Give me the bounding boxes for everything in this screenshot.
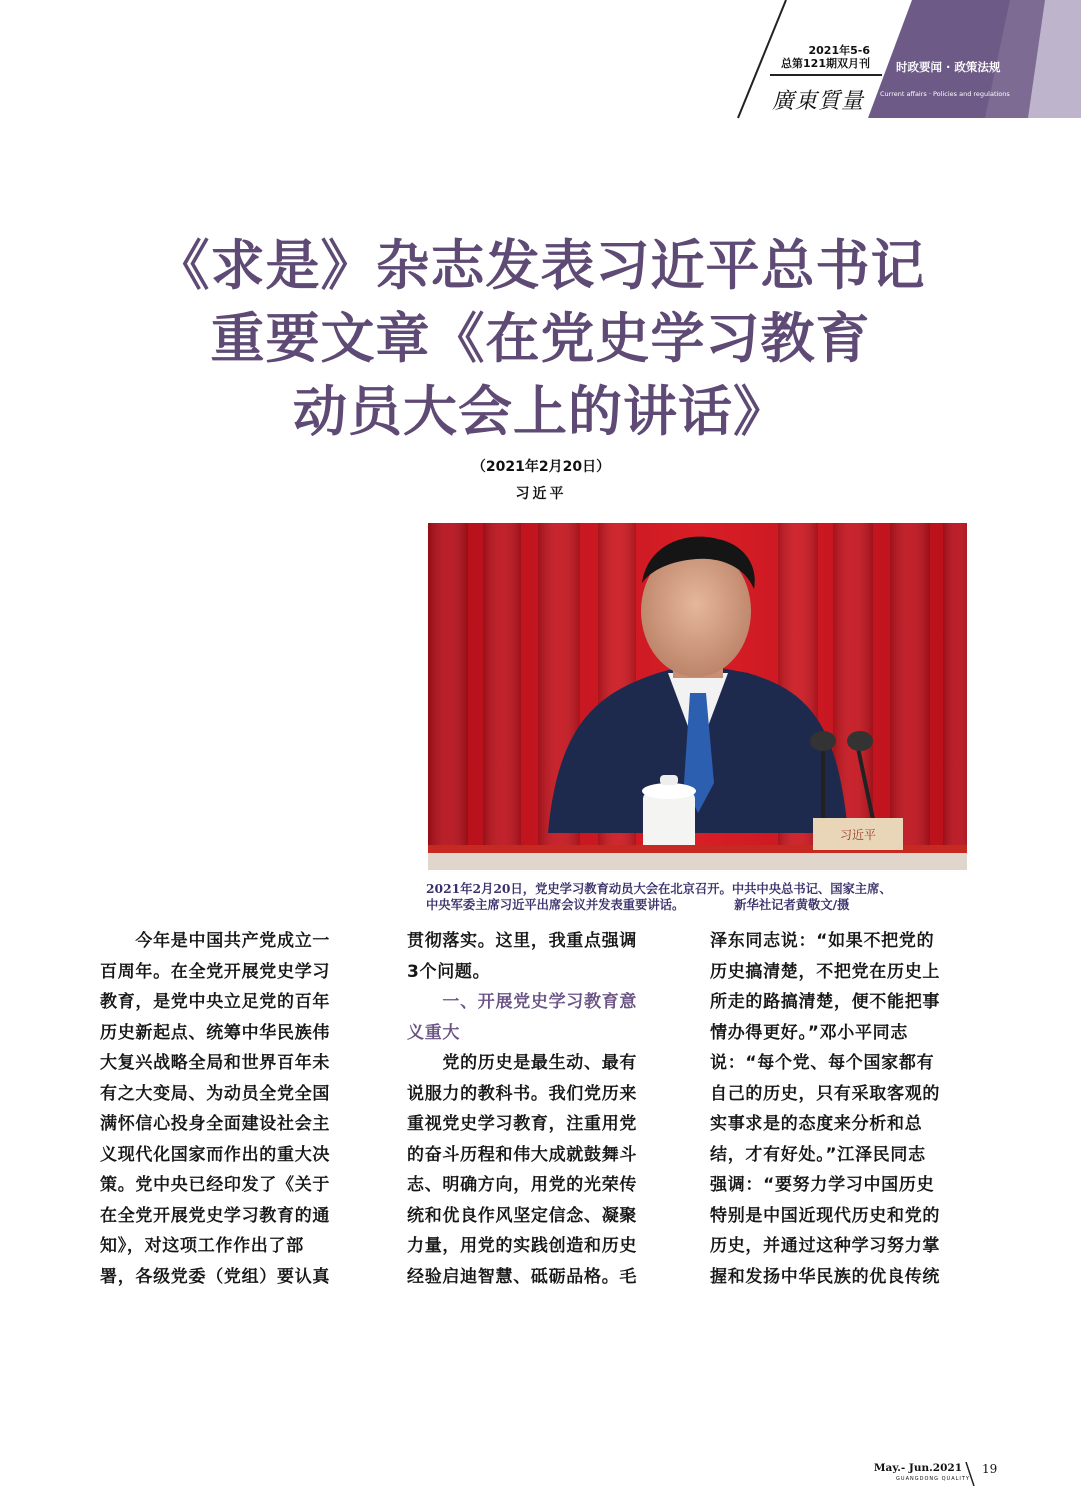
body-line: 历史搞清楚，不把党在历史上 — [710, 961, 941, 982]
body-line: 有之大变局、为动员全党全国 — [100, 1083, 331, 1104]
section-subtitle-en: Current affairs · Policies and regulations — [880, 90, 1010, 98]
body-line: 在全党开展党史学习教育的通 — [100, 1205, 331, 1226]
article-title — [80, 229, 1001, 448]
section-title: 时政要闻 · 政策法规 — [896, 60, 1001, 74]
body-line: 义现代化国家而作出的重大决 — [100, 1144, 331, 1165]
body-line: 党的历史是最生动、最有 — [407, 1053, 638, 1073]
issue-date: 2021年5-6 — [808, 44, 870, 57]
body-line: 重视党史学习教育，注重用党 — [407, 1114, 638, 1134]
body-line: 经验启迪智慧、砥砺品格。毛 — [407, 1266, 638, 1287]
body-line: 署，各级党委（党组）要认真 — [100, 1266, 331, 1287]
section-heading-1: 一、开展党史学习教育意 — [407, 992, 638, 1012]
body-line: 历史，并通过这种学习努力掌 — [710, 1236, 941, 1256]
body-line: 结，才有好处。”江泽民同志 — [710, 1144, 926, 1165]
body-line: 的奋斗历程和伟大成就鼓舞斗 — [407, 1144, 638, 1165]
section-heading-1-cont: 义重大 — [407, 1022, 461, 1043]
photo-illustration — [428, 523, 967, 870]
body-line: 今年是中国共产党成立一 — [100, 931, 331, 951]
body-line: 说：“每个党、每个国家都有 — [710, 1053, 935, 1073]
photo-nameplate: 习近平 — [839, 828, 877, 842]
body-line: 百周年。在全党开展党史学习 — [100, 961, 331, 982]
body-line: 3个问题。 — [407, 961, 491, 982]
body-line: 贯彻落实。这里，我重点强调 — [407, 931, 638, 951]
body-line: 实事求是的态度来分析和总 — [710, 1114, 923, 1134]
title-line-2: 重要文章《在党史学习教育 — [210, 307, 871, 370]
footer-magazine-name: GUANGDONG QUALITY — [896, 1476, 970, 1482]
body-column-2 — [407, 926, 669, 1292]
body-line: 自己的历史，只有采取客观的 — [710, 1083, 941, 1104]
footer-issue-month: May.- Jun.2021 — [873, 1462, 962, 1474]
issue-number: 总第121期双月刊 — [781, 57, 870, 70]
title-line-3: 动员大会上的讲话》 — [293, 380, 788, 443]
body-line: 力量，用党的实践创造和历史 — [407, 1236, 638, 1256]
body-line: 统和优良作风坚定信念、凝聚 — [407, 1205, 638, 1226]
issue-info — [770, 44, 870, 70]
body-line: 教育，是党中央立足党的百年 — [100, 992, 331, 1012]
magazine-logo: 廣東質量 — [771, 89, 864, 114]
body-line: 泽东同志说：“如果不把党的 — [710, 931, 935, 951]
body-line: 志、明确方向，用党的光荣传 — [407, 1175, 638, 1195]
speech-date: （2021年2月20日） — [471, 459, 611, 475]
body-line: 知》，对这项工作作出了部 — [100, 1236, 304, 1256]
footer-divider — [964, 1462, 976, 1486]
body-line: 所走的路搞清楚，便不能把事 — [710, 992, 941, 1012]
body-line: 策。党中央已经印发了《关于 — [100, 1175, 331, 1195]
page-number: 19 — [982, 1462, 998, 1476]
photo-credit: 新华社记者黄敬文/摄 — [734, 897, 850, 912]
body-line: 大复兴战略全局和世界百年未 — [100, 1053, 331, 1073]
article-photo — [428, 523, 967, 870]
photo-caption — [426, 881, 971, 913]
body-line: 握和发扬中华民族的优良传统 — [710, 1266, 941, 1287]
author: 习近平 — [515, 486, 567, 502]
body-line: 强调：“要努力学习中国历史 — [710, 1175, 935, 1195]
body-line: 特别是中国近现代历史和党的 — [710, 1205, 941, 1226]
title-line-1: 《求是》杂志发表习近平总书记 — [155, 234, 926, 297]
header-rule — [770, 74, 882, 76]
body-line: 情办得更好。”邓小平同志 — [710, 1022, 909, 1043]
body-line: 历史新起点、统筹中华民族伟 — [100, 1022, 331, 1043]
caption-line-1: 2021年2月20日，党史学习教育动员大会在北京召开。中共中央总书记、国家主席、 — [426, 881, 892, 896]
caption-line-2: 中央军委主席习近平出席会议并发表重要讲话。 — [426, 897, 685, 912]
body-column-3 — [710, 926, 972, 1292]
body-line: 说服力的教科书。我们党历来 — [407, 1083, 638, 1104]
body-column-1 — [100, 926, 362, 1292]
body-line: 满怀信心投身全面建设社会主 — [100, 1114, 331, 1134]
